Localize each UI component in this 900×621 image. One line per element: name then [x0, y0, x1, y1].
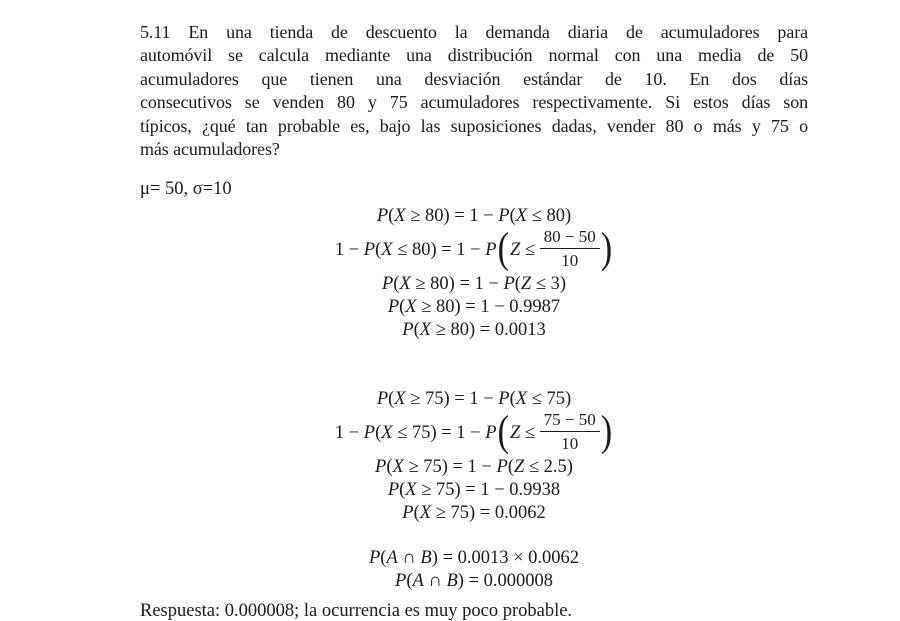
close-paren: )	[600, 224, 613, 272]
problem-statement	[140, 0, 808, 161]
equation-inner: Z ≤	[509, 240, 540, 261]
fraction-denominator: 10	[561, 434, 579, 454]
problem-line: típicos, ¿qué tan probable es, bajo las suposiciones dadas, vender 80 o más y 75 o	[140, 115, 808, 136]
equation-line: P(A ∩ B) = 0.000008	[395, 571, 553, 592]
problem-line: automóvil se calcula mediante una distribución normal con una media de 50	[140, 45, 808, 66]
intersection-equations	[140, 547, 808, 593]
answer-line: Respuesta: 0.000008; la ocurrencia es muy poco probable.	[140, 601, 573, 621]
problem-line: consecutivos se venden 80 y 75 acumuladores respectivamente. Si estos días son	[140, 92, 808, 113]
fraction	[540, 410, 600, 453]
open-paren: (	[497, 407, 509, 455]
equation-line: P(A ∩ B) = 0.0013 × 0.0062	[368, 548, 579, 569]
fraction-numerator: 75 − 50	[540, 410, 600, 432]
fraction-denominator: 10	[561, 251, 579, 271]
equation-line: P(X ≥ 75) = 1 − P(X ≤ 75)	[376, 389, 572, 410]
equation-line: P(X ≥ 80) = 1 − 0.9987	[387, 297, 561, 318]
equation-line: P(X ≥ 75) = 1 − 0.9938	[387, 480, 561, 501]
close-paren: )	[600, 407, 613, 455]
document-content	[140, 0, 808, 621]
parameters-line: μ= 50, σ=10	[140, 179, 232, 200]
equation-line: P(X ≥ 80) = 0.0013	[402, 320, 546, 341]
problem-line: 5.11 En una tienda de descuento la demanda diaria de acumuladores para	[140, 22, 808, 42]
equation-line: P(X ≥ 80) = 1 − P(Z ≤ 3)	[381, 274, 567, 295]
problem-line: más acumuladores?	[140, 139, 280, 160]
equation-inner: Z ≤	[509, 423, 540, 444]
equation-line: P(X ≥ 75) = 0.0062	[402, 503, 546, 524]
equation-block-day1	[140, 205, 808, 342]
equation-prefix: 1 − P(X ≤ 80) = 1 − P	[334, 240, 497, 261]
problem-line: acumuladores que tienen una desviación estándar de 10. En dos días	[140, 68, 808, 89]
fraction	[540, 227, 600, 270]
equation-line: P(X ≥ 80) = 1 − P(X ≤ 80)	[376, 206, 572, 227]
equation-prefix: 1 − P(X ≤ 75) = 1 − P	[334, 423, 497, 444]
open-paren: (	[497, 224, 509, 272]
equation-line: P(X ≥ 75) = 1 − P(Z ≤ 2.5)	[375, 457, 573, 478]
equation-block-day2	[140, 388, 808, 525]
equation-line-fraction	[140, 407, 808, 455]
equation-line-fraction	[140, 224, 808, 272]
fraction-numerator: 80 − 50	[540, 227, 600, 249]
